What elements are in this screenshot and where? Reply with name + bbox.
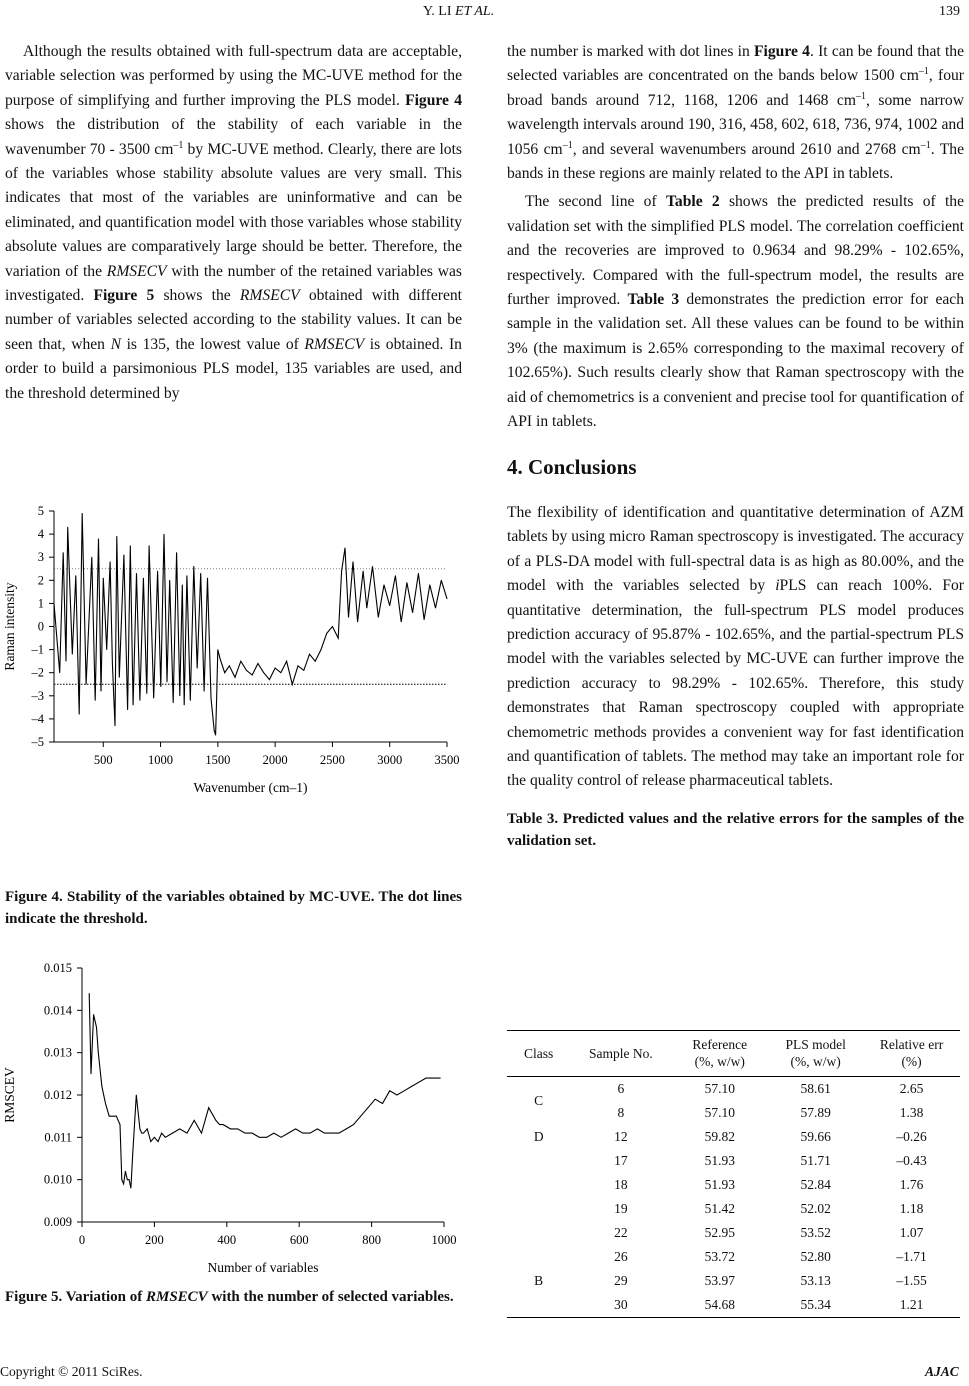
data-point xyxy=(146,693,147,694)
figure-4-chart xyxy=(0,495,469,880)
data-point xyxy=(382,1103,383,1104)
data-point xyxy=(121,1179,122,1180)
y-tick-label: 0.010 xyxy=(43,1172,72,1187)
data-point xyxy=(140,1128,141,1129)
relerr-cell: 1.76 xyxy=(899,1177,924,1192)
data-point xyxy=(140,700,141,701)
data-point xyxy=(109,1116,110,1117)
data-point xyxy=(143,578,144,579)
data-point xyxy=(193,566,194,567)
sample-cell: 29 xyxy=(614,1273,628,1288)
header-line: (%, w/w) xyxy=(694,1054,745,1069)
data-point xyxy=(93,1014,94,1015)
footer-copyright: Copyright © 2011 SciRes. xyxy=(0,1364,143,1379)
header-line: Reference xyxy=(692,1037,748,1052)
data-point xyxy=(295,1128,296,1129)
data-point xyxy=(102,1086,103,1087)
data-point xyxy=(332,626,333,627)
data-point xyxy=(368,1107,369,1108)
data-point xyxy=(72,654,73,655)
data-point xyxy=(147,1128,148,1129)
data-point xyxy=(384,585,385,586)
data-point xyxy=(157,571,158,572)
x-tick-label: 800 xyxy=(362,1233,381,1247)
relerr-cell: 1.18 xyxy=(899,1201,924,1216)
data-point xyxy=(129,1179,130,1180)
relerr-cell: –0.26 xyxy=(896,1129,927,1144)
header-line: (%, w/w) xyxy=(790,1054,841,1069)
data-point xyxy=(216,1120,217,1121)
data-point xyxy=(123,1184,124,1185)
data-point xyxy=(200,573,201,574)
figure-5-caption: Figure 5. Variation of RMSECV with the number of selected variables. xyxy=(5,1289,454,1305)
data-point xyxy=(339,1133,340,1134)
table-row xyxy=(507,1077,960,1102)
header-line: (%) xyxy=(901,1054,922,1069)
paragraph-validation: The second line of Table 2 shows the predicted results of the validation set with the simplified PLS model. The correlation coefficient and the recoveries are improved to 0.9634 and 98.29% - 102.65%, respectively. Compared with the full-spectrum model, the results are further improved. Table 3 demonstrates the prediction error for each sample in the validation set. All these values can be found to be within 3% (the maximum is 2.65% corresponding to the maximal recovery of 102.65%). Such results clearly show that Raman spectroscopy with the aid of chemometrics is a convenient and precise tool for quantification of API in tablets. xyxy=(507,193,965,431)
data-point xyxy=(211,698,212,699)
y-tick-label: –1 xyxy=(31,642,44,657)
data-point xyxy=(263,672,264,673)
series-line xyxy=(54,513,447,735)
data-point xyxy=(161,1133,162,1134)
y-tick-label: 0.013 xyxy=(43,1045,72,1060)
data-point xyxy=(216,695,217,696)
data-point xyxy=(315,661,316,662)
data-point xyxy=(201,1133,202,1134)
x-axis-label: Wavenumber (cm–1) xyxy=(193,780,308,795)
data-point xyxy=(91,557,92,558)
relerr-cell: 1.38 xyxy=(899,1105,924,1120)
data-point xyxy=(372,566,373,567)
data-point xyxy=(120,1124,121,1125)
page-number: 139 xyxy=(939,4,960,19)
reference-cell: 57.10 xyxy=(704,1081,735,1096)
sample-cell: 22 xyxy=(614,1225,628,1240)
data-point xyxy=(258,663,259,664)
table-row xyxy=(507,1221,960,1245)
data-point xyxy=(273,1133,274,1134)
data-point xyxy=(331,1133,332,1134)
y-tick-label: 0.014 xyxy=(43,1003,72,1018)
data-point xyxy=(220,658,221,659)
data-point xyxy=(184,705,185,706)
y-tick-label: 5 xyxy=(37,504,44,518)
data-point xyxy=(179,695,180,696)
data-point xyxy=(103,578,104,579)
y-axis-label: Raman intensity xyxy=(2,582,17,671)
pls-cell: 52.80 xyxy=(800,1249,831,1264)
table-row xyxy=(507,1245,960,1269)
data-point xyxy=(187,575,188,576)
class-cell: B xyxy=(507,1245,570,1318)
col-reference-header xyxy=(671,1030,768,1077)
running-header xyxy=(423,4,494,20)
col-sample-header: Sample No. xyxy=(570,1030,671,1077)
data-point xyxy=(230,1128,231,1129)
table-row xyxy=(507,1149,960,1173)
data-point xyxy=(133,705,134,706)
data-point xyxy=(101,691,102,692)
data-point xyxy=(353,561,354,562)
sample-cell: 26 xyxy=(614,1249,628,1264)
paragraph-conclusions: The flexibility of identification and quantitative determination of AZM tablets by using micro Raman spectroscopy is investigated. The accuracy of a PLS-DA model with full-spectral data is as high as 80.00%, and the model with the variables selected by iPLS can reach 100%. For quantitative determination, the full-spectrum PLS model produces prediction accuracy of 95.87% - 102.65%, and the partial-spectrum PLS model with the variables selected by MC-UVE can further improve the prediction accuracy to 98.29% - 102.65%. Therefore, this study demonstrates that Raman spectroscopy coupled with appropriate chemometric methods provides a convenient way for fast identification and quantification of tablets. The method may take an important role for the quality control of release pharmaceutical tablets. xyxy=(507,503,964,790)
data-point xyxy=(310,1133,311,1134)
data-point xyxy=(167,682,168,683)
reference-cell: 51.42 xyxy=(704,1201,735,1216)
right-column xyxy=(507,40,964,852)
data-point xyxy=(208,1107,209,1108)
pls-cell: 53.52 xyxy=(800,1225,831,1240)
data-point xyxy=(259,1137,260,1138)
data-point xyxy=(136,1095,137,1096)
data-point xyxy=(86,684,87,685)
data-point xyxy=(404,1090,405,1091)
paragraph-selected-variables: the number is marked with dot lines in Figure 4. It can be found that the selected variables are concentrated on the bands below 1500 $cm^{-1}$, four broad bands around 712, 1168, 1206 and 1468 $cm^{-1}$, some narrow wavelength intervals around 190, 316, 458, 602, 618, 736, 974, 1002 and 1056 $cm^{-1}$, and several wavenumbers around 2610 and 2768 $cm^{-1}$. The bands in these regions are mainly related to the API in tablets. xyxy=(507,43,964,183)
data-point xyxy=(411,1086,412,1087)
reference-cell: 53.97 xyxy=(704,1273,735,1288)
data-point xyxy=(172,1133,173,1134)
data-point xyxy=(141,1133,142,1134)
data-point xyxy=(360,1116,361,1117)
data-point xyxy=(397,1095,398,1096)
table-3-caption: Table 3. Predicted values and the relative errors for the samples of the validation set. xyxy=(507,810,964,849)
data-point xyxy=(401,621,402,622)
reference-cell: 51.93 xyxy=(704,1177,735,1192)
data-point xyxy=(207,578,208,579)
x-tick-label: 400 xyxy=(217,1233,237,1247)
data-point xyxy=(150,1141,151,1142)
sample-cell: 17 xyxy=(614,1153,628,1168)
data-point xyxy=(298,665,299,666)
data-point xyxy=(363,571,364,572)
data-point xyxy=(217,649,218,650)
data-point xyxy=(341,571,342,572)
data-point xyxy=(190,700,191,701)
data-point xyxy=(105,1103,106,1104)
data-point xyxy=(433,1078,434,1079)
pls-cell: 55.34 xyxy=(768,1293,863,1318)
col-class-header: Class xyxy=(507,1030,570,1077)
data-point xyxy=(375,1099,376,1100)
reference-cell: 51.93 xyxy=(704,1153,735,1168)
data-point xyxy=(252,1133,253,1134)
data-point xyxy=(116,536,117,537)
section-heading-conclusions: 4. Conclusions xyxy=(507,454,637,479)
header-line: Relative err xyxy=(879,1037,944,1052)
reference-cell: 54.68 xyxy=(671,1293,768,1318)
data-point xyxy=(245,1133,246,1134)
x-tick-label: 500 xyxy=(93,753,113,767)
data-point xyxy=(435,608,436,609)
x-tick-label: 0 xyxy=(78,1233,86,1247)
y-tick-label: –2 xyxy=(31,665,44,680)
data-point xyxy=(246,670,247,671)
data-point xyxy=(119,677,120,678)
data-point xyxy=(338,638,339,639)
data-point xyxy=(426,1078,427,1079)
data-point xyxy=(59,672,60,673)
data-point xyxy=(98,538,99,539)
data-point xyxy=(269,679,270,680)
data-point xyxy=(149,545,150,546)
data-point xyxy=(309,654,310,655)
data-point xyxy=(440,1078,441,1079)
table-row xyxy=(507,1173,960,1197)
data-point xyxy=(345,548,346,549)
table-row xyxy=(507,1269,960,1293)
data-point xyxy=(366,608,367,609)
data-point xyxy=(127,709,128,710)
y-tick-label: 3 xyxy=(37,550,44,565)
data-point xyxy=(127,1179,128,1180)
data-point xyxy=(63,552,64,553)
data-point xyxy=(158,1141,159,1142)
x-tick-label: 3500 xyxy=(434,753,460,767)
left-column xyxy=(5,40,462,406)
pls-cell: 52.02 xyxy=(800,1201,831,1216)
data-point xyxy=(229,665,230,666)
pls-cell: 58.61 xyxy=(800,1081,831,1096)
relerr-cell: 1.07 xyxy=(899,1225,924,1240)
relerr-cell: –0.43 xyxy=(896,1153,927,1168)
table-row xyxy=(507,1197,960,1221)
data-point xyxy=(412,612,413,613)
data-point xyxy=(389,605,390,606)
data-point xyxy=(95,700,96,701)
data-point xyxy=(215,735,216,736)
pls-cell: 53.13 xyxy=(800,1273,831,1288)
x-axis-label: Number of variables xyxy=(207,1260,319,1275)
data-point xyxy=(194,1120,195,1121)
data-point xyxy=(89,993,90,994)
data-point xyxy=(214,730,215,731)
class-cell: D xyxy=(533,1129,544,1144)
data-point xyxy=(357,621,358,622)
data-point xyxy=(112,1116,113,1117)
data-point xyxy=(288,1133,289,1134)
data-point xyxy=(292,684,293,685)
header-line: PLS model xyxy=(785,1037,846,1052)
data-point xyxy=(219,1124,220,1125)
data-point xyxy=(286,661,287,662)
data-point xyxy=(302,1133,303,1134)
class-cell: C xyxy=(534,1093,544,1108)
data-point xyxy=(79,714,80,715)
data-point xyxy=(235,677,236,678)
y-tick-label: 0.009 xyxy=(43,1215,72,1229)
data-point xyxy=(179,1128,180,1129)
x-tick-label: 1000 xyxy=(148,753,174,767)
x-tick-label: 2500 xyxy=(319,753,345,767)
data-point xyxy=(130,1188,131,1189)
data-point xyxy=(424,619,425,620)
data-point xyxy=(252,675,253,676)
data-point xyxy=(324,1133,325,1134)
y-tick-label: 2 xyxy=(37,573,44,588)
data-point xyxy=(115,725,116,726)
data-point xyxy=(96,1027,97,1028)
x-tick-label: 3000 xyxy=(377,753,403,767)
pls-cell: 59.66 xyxy=(800,1129,831,1144)
data-point xyxy=(169,580,170,581)
data-point xyxy=(321,649,322,650)
data-point xyxy=(187,1133,188,1134)
data-point xyxy=(182,585,183,586)
data-point xyxy=(176,552,177,553)
data-point xyxy=(406,582,407,583)
data-point xyxy=(132,1154,133,1155)
data-point xyxy=(116,1116,117,1117)
data-point xyxy=(275,668,276,669)
data-point xyxy=(418,1082,419,1083)
data-point xyxy=(204,691,205,692)
reference-cell: 52.95 xyxy=(704,1225,735,1240)
data-point xyxy=(378,617,379,618)
col-relerr-header xyxy=(863,1030,960,1077)
y-tick-label: –4 xyxy=(31,711,44,726)
y-tick-label: 0.012 xyxy=(43,1088,72,1102)
reference-cell: 59.82 xyxy=(704,1129,735,1144)
y-tick-label: –3 xyxy=(31,688,44,703)
data-point xyxy=(112,663,113,664)
data-point xyxy=(173,702,174,703)
table-row xyxy=(507,1293,960,1318)
figure-4-caption: Figure 4. Stability of the variables obtained by MC-UVE. The dot lines indicate the threshold. xyxy=(5,889,462,927)
y-tick-label: 0.011 xyxy=(44,1130,72,1145)
reference-cell: 57.10 xyxy=(704,1105,735,1120)
data-point xyxy=(326,633,327,634)
x-tick-label: 200 xyxy=(145,1233,164,1247)
data-point xyxy=(164,534,165,535)
data-point xyxy=(418,573,419,574)
data-point xyxy=(429,585,430,586)
data-point xyxy=(240,661,241,662)
data-point xyxy=(154,1137,155,1138)
data-point xyxy=(75,575,76,576)
data-point xyxy=(82,513,83,514)
data-point xyxy=(303,670,304,671)
data-point xyxy=(389,1090,390,1091)
y-axis-label: RMSCEV xyxy=(2,1067,17,1123)
data-point xyxy=(281,1137,282,1138)
pls-cell: 51.71 xyxy=(800,1153,831,1168)
data-point xyxy=(160,686,161,687)
data-point xyxy=(197,668,198,669)
data-point xyxy=(98,1052,99,1053)
relerr-cell: 1.21 xyxy=(863,1293,960,1318)
sample-cell: 18 xyxy=(614,1177,628,1192)
sample-cell: 8 xyxy=(617,1105,625,1120)
y-tick-label: 4 xyxy=(37,527,44,542)
y-tick-label: 0 xyxy=(37,619,44,634)
data-point xyxy=(280,672,281,673)
paragraph-mcuve: Although the results obtained with full-spectrum data are acceptable, variable selection was performed by using the MC-UVE method for the purpose of simplifying and further improving the PLS model. Figure 4 shows the distribution of the stability of each variable in the wavenumber 70 - 3500 $cm^{-1}$ by MC-UVE method. Clearly, there are lots of the variables whose stability absolute values are very small. This indicates that most of the variables are uninformative and can be eliminated, and quantification model with those variables whose stability absolute values are comparatively large should be better. Therefore, the variation of the RMSECV with the number of the retained variables was investigated. Figure 5 shows the RMSECV obtained with different number of variables selected according to the stability values. It can be seen that, when N is 135, the lowest value of RMSECV is obtained. In order to build a parsimonious PLS model, 135 variables are used, and the threshold determined by xyxy=(5,43,462,402)
series-line xyxy=(89,993,440,1188)
reference-cell: 53.72 xyxy=(704,1249,735,1264)
y-tick-label: 1 xyxy=(37,596,44,611)
sample-cell: 30 xyxy=(570,1293,671,1318)
relerr-cell: 2.65 xyxy=(899,1081,924,1096)
figure-5-chart xyxy=(0,950,469,1275)
data-point xyxy=(224,672,225,673)
pls-cell: 52.84 xyxy=(800,1177,831,1192)
data-point xyxy=(317,1128,318,1129)
data-point xyxy=(136,573,137,574)
sample-cell: 12 xyxy=(614,1129,628,1144)
data-point xyxy=(110,561,111,562)
y-tick-label: –5 xyxy=(31,735,44,749)
data-point xyxy=(66,661,67,662)
class-cell xyxy=(507,1149,570,1245)
data-point xyxy=(447,598,448,599)
x-tick-label: 1000 xyxy=(431,1233,457,1247)
data-point xyxy=(223,1124,224,1125)
relerr-cell: –1.71 xyxy=(896,1249,927,1264)
data-point xyxy=(353,1124,354,1125)
data-point xyxy=(143,1133,144,1134)
table-3 xyxy=(507,1030,960,1318)
data-point xyxy=(266,1137,267,1138)
pls-cell: 57.89 xyxy=(800,1105,831,1120)
table-row xyxy=(507,1125,960,1149)
footer-journal: AJAC xyxy=(925,1364,959,1379)
relerr-cell: –1.55 xyxy=(896,1273,927,1288)
x-tick-label: 2000 xyxy=(262,753,288,767)
data-point xyxy=(125,1171,126,1172)
data-point xyxy=(106,649,107,650)
data-point xyxy=(165,1137,166,1138)
data-point xyxy=(395,575,396,576)
data-point xyxy=(130,545,131,546)
data-point xyxy=(91,1073,92,1074)
header-authors: Y. LI xyxy=(423,4,456,19)
x-tick-label: 1500 xyxy=(205,753,231,767)
table-row xyxy=(507,1101,960,1125)
data-point xyxy=(348,617,349,618)
sample-cell: 19 xyxy=(614,1201,628,1216)
data-point xyxy=(153,698,154,699)
sample-cell: 6 xyxy=(617,1081,625,1096)
data-point xyxy=(346,1128,347,1129)
data-point xyxy=(67,527,68,528)
x-tick-label: 600 xyxy=(289,1233,309,1247)
data-point xyxy=(237,1128,238,1129)
data-point xyxy=(441,580,442,581)
data-point xyxy=(54,603,55,604)
data-point xyxy=(123,554,124,555)
col-pls-header xyxy=(768,1030,863,1077)
y-tick-label: 0.015 xyxy=(43,961,72,975)
header-et-al: ET AL. xyxy=(455,4,495,19)
table-header-row xyxy=(507,1030,960,1077)
